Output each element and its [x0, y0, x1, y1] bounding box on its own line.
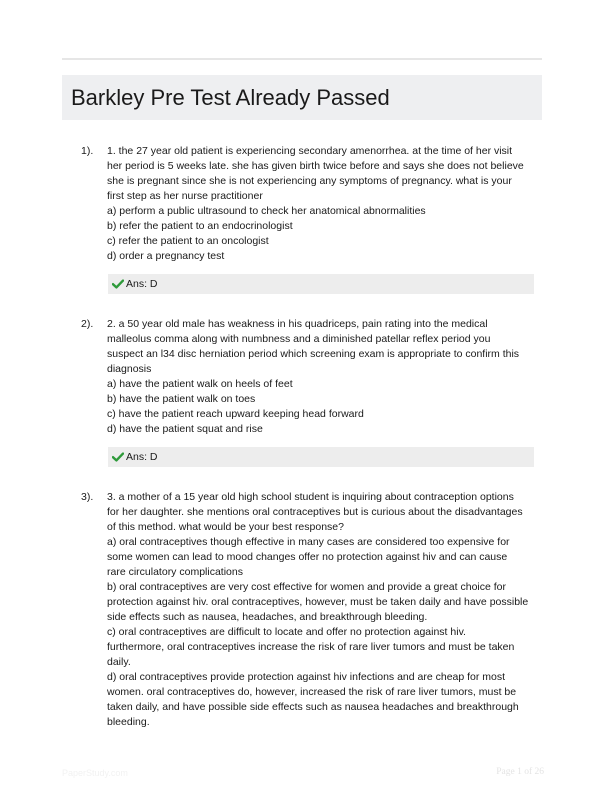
question-number: 3). — [81, 491, 94, 503]
answer-option: protection against hiv. oral contraceptives, however, must be taken daily and have possible — [107, 596, 529, 608]
question-line: suspect an l34 disc herniation period which screening exam is appropriate to confirm this — [107, 348, 520, 360]
answer-option: c) refer the patient to an oncologist — [107, 235, 269, 247]
answer-option: d) have the patient squat and rise — [107, 423, 263, 435]
answer-option: side effects such as nausea, headaches, and breakthrough bleeding. — [107, 611, 428, 623]
answer-option: c) have the patient reach upward keeping head forward — [107, 408, 364, 420]
answer-label: Ans: D — [126, 451, 158, 463]
answer-option: d) oral contraceptives provide protection against hiv infections and are cheap for most — [107, 671, 506, 683]
answer-option: women. oral contraceptives do, however, increased the risk of rare liver tumors, must be — [107, 686, 517, 698]
answer-option: a) perform a public ultrasound to check her anatomical abnormalities — [107, 205, 426, 217]
question-line: 1. the 27 year old patient is experiencing secondary amenorrhea. at the time of her visit — [107, 145, 513, 157]
question-line: 3. a mother of a 15 year old high school student is inquiring about contraception options — [107, 491, 514, 503]
answer-option: a) have the patient walk on heels of feet — [107, 378, 293, 390]
question-line: 2. a 50 year old male has weakness in his quadriceps, pain rating into the medical — [107, 318, 488, 330]
answer-option: b) oral contraceptives are very cost effective for women and provide a great choice for — [107, 581, 507, 593]
answer-option: d) order a pregnancy test — [107, 250, 225, 262]
answer-box — [108, 274, 534, 294]
answer-option: some women can lead to mood changes offer no protection against hiv and can cause — [107, 551, 508, 563]
question-line: diagnosis — [107, 363, 152, 375]
answer-option: furthermore, oral contraceptives increase the risk of rare liver tumors and must be taken — [107, 641, 515, 653]
answer-option: c) oral contraceptives are difficult to locate and offer no protection against hiv. — [107, 626, 466, 638]
answer-option: rare circulatory complications — [107, 566, 243, 578]
question-text — [107, 144, 537, 264]
answer-option: taken daily, and have possible side effects such as nausea headaches and breakthrough — [107, 701, 519, 713]
answer-option: bleeding. — [107, 716, 150, 728]
answer-label: Ans: D — [126, 278, 158, 290]
check-icon — [112, 452, 124, 462]
check-icon — [112, 279, 124, 289]
question-line: for her daughter. she mentions oral contraceptives but is curious about the disadvantages — [107, 506, 523, 518]
footer-site-watermark: PaperStudy.com — [62, 768, 128, 778]
answer-box — [108, 447, 534, 467]
title-banner — [62, 75, 542, 120]
question-line: malleolus comma along with numbness and a diminished patellar reflex period you — [107, 333, 491, 345]
question-line: first step as her nurse practitioner — [107, 190, 263, 202]
question-line: her period is 5 weeks late. she has given birth twice before and says she does not believe — [107, 160, 524, 172]
page-number: Page 1 of 26 — [496, 767, 544, 777]
answer-option: b) have the patient walk on toes — [107, 393, 256, 405]
question-line: of this method. what would be your best response? — [107, 521, 344, 533]
question-line: she is pregnant since she is not experiencing any symptoms of pregnancy. what is your — [107, 175, 512, 187]
answer-option: b) refer the patient to an endocrinologist — [107, 220, 293, 232]
question-number: 2). — [81, 318, 94, 330]
top-divider — [62, 58, 542, 60]
question-text — [107, 317, 537, 437]
question-text — [107, 490, 537, 730]
question-number: 1). — [81, 145, 94, 157]
answer-option: daily. — [107, 656, 131, 668]
document-title: Barkley Pre Test Already Passed — [71, 85, 390, 110]
answer-option: a) oral contraceptives though effective in many cases are considered too expensive for — [107, 536, 510, 548]
